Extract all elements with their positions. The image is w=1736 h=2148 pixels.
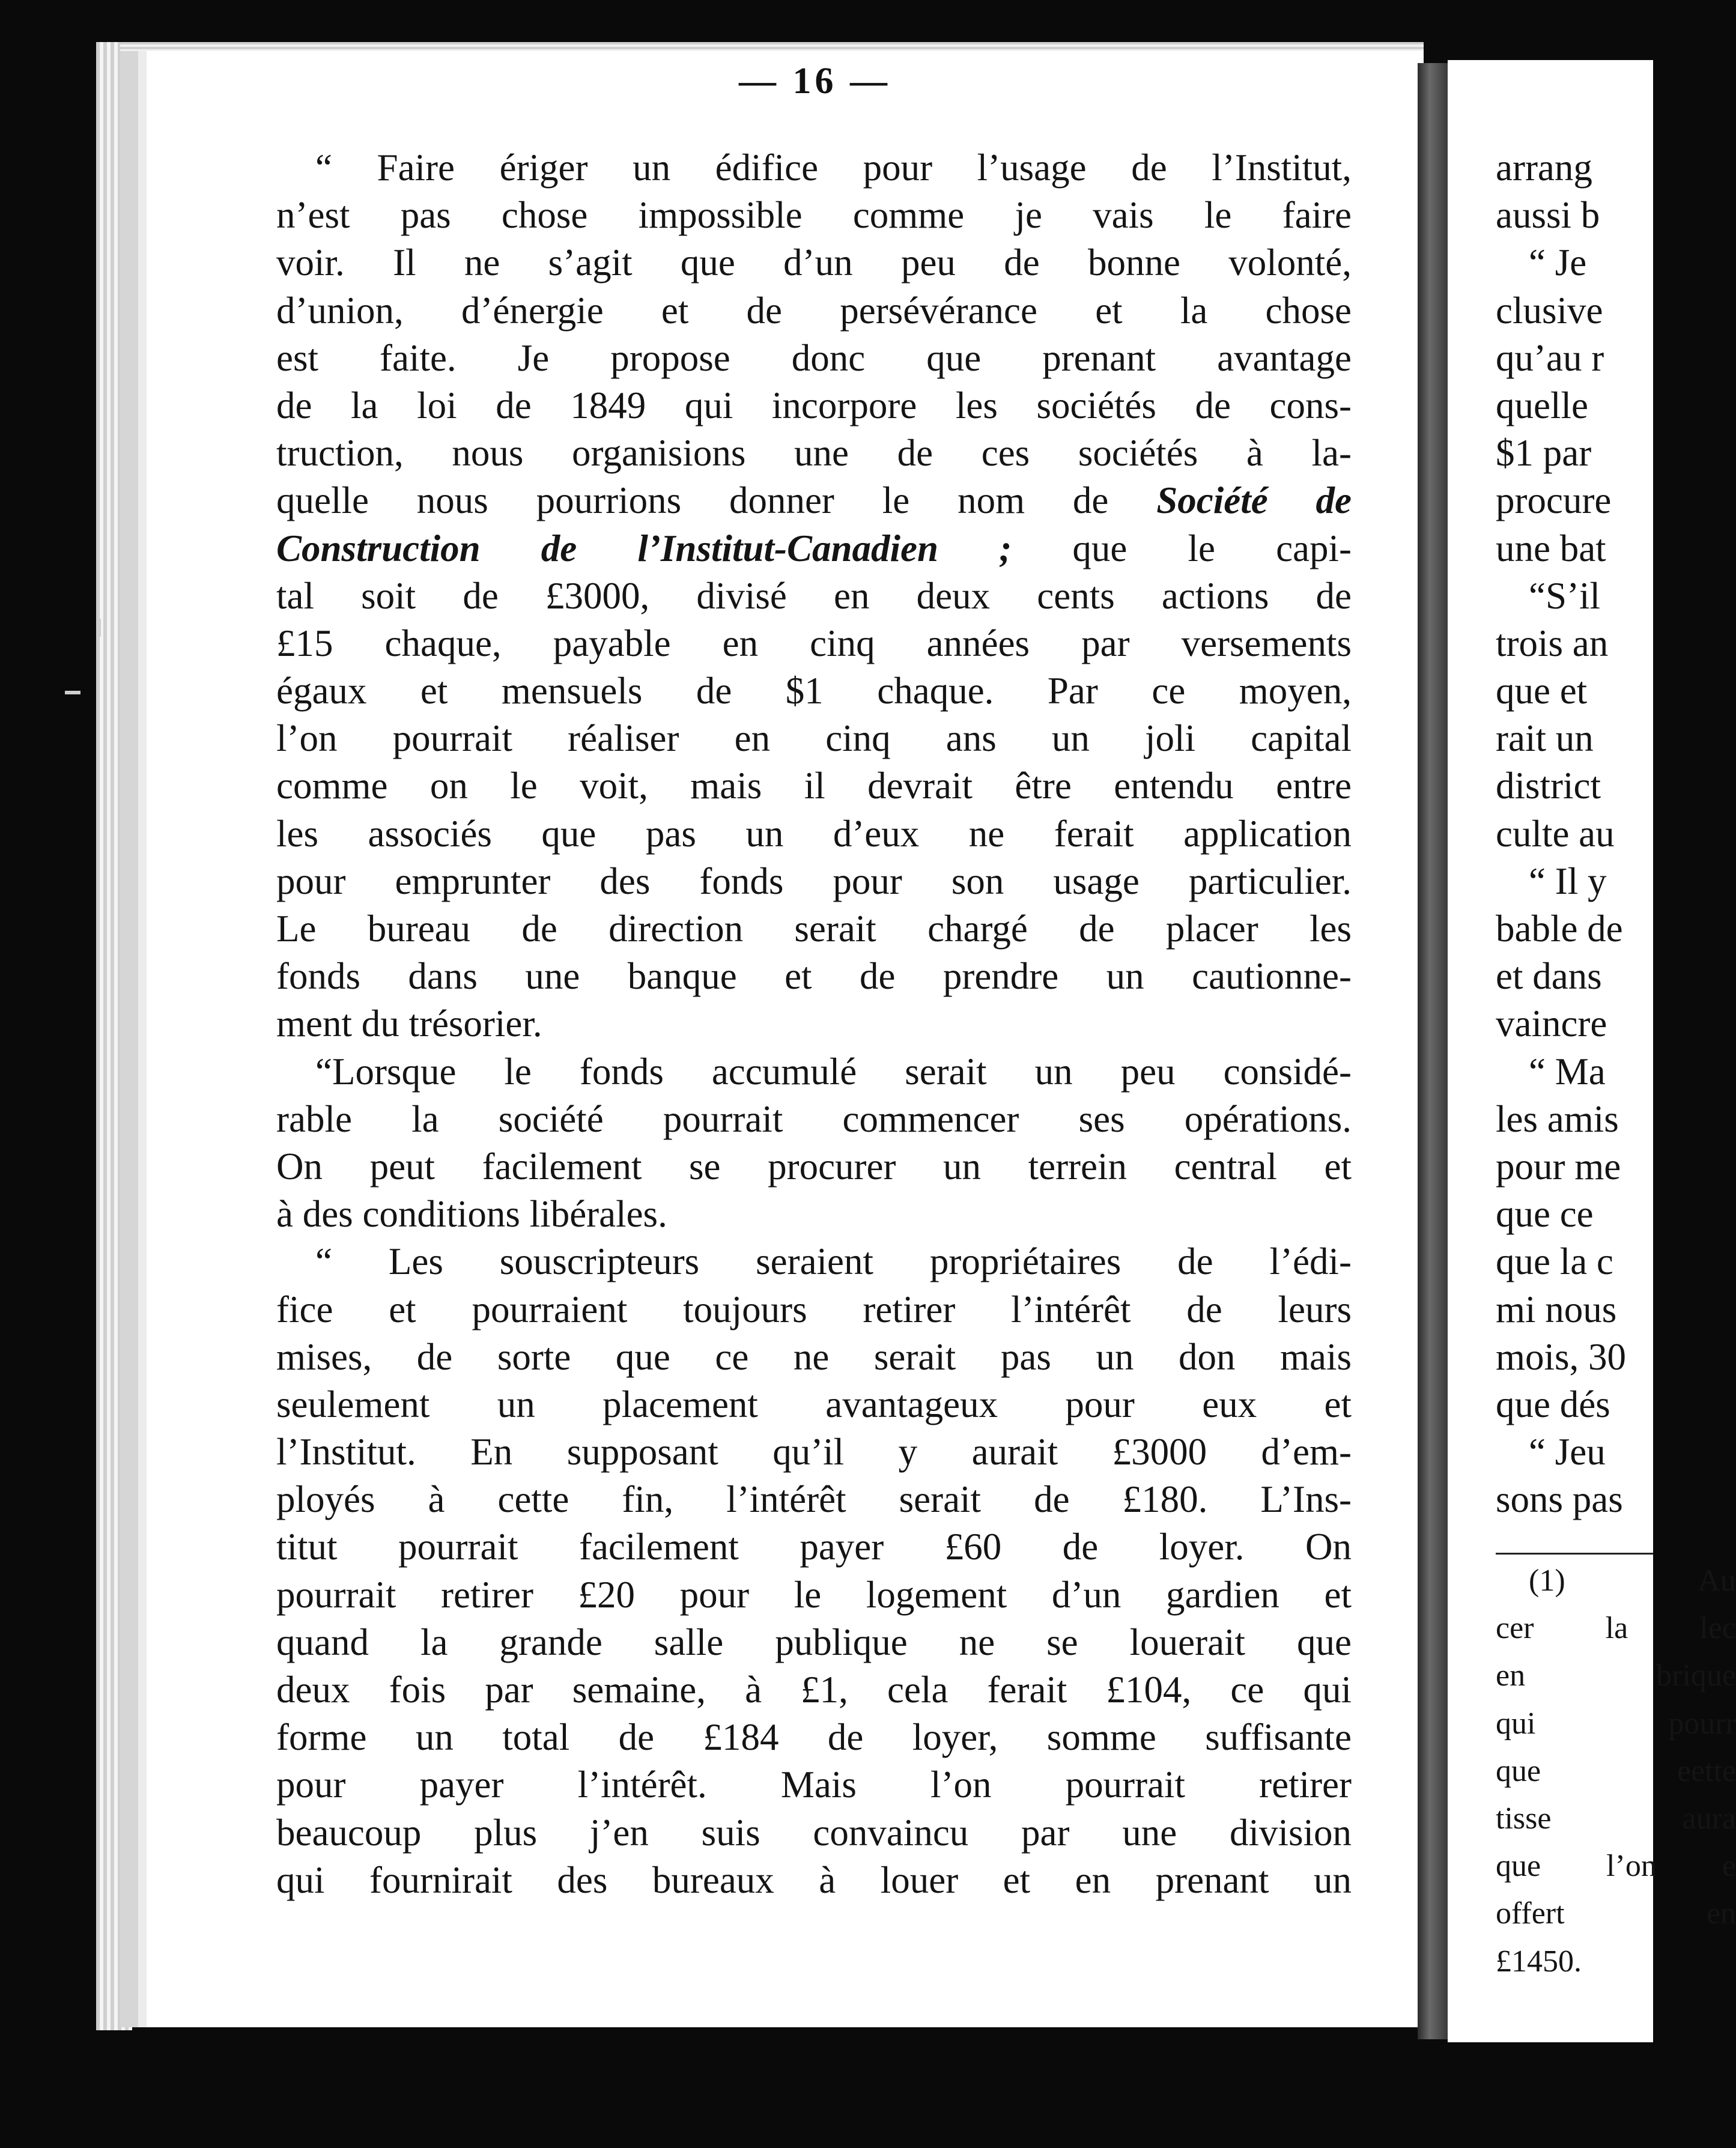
text-line [276,1238,1352,1285]
text-line [1496,1000,1736,1048]
line-text: est faite. Je propose donc que prenant avantage [276,336,1352,379]
line-text: qui fournirait des bureaux à louer et en prenant un [276,1858,1352,1901]
text-line [276,192,1352,239]
line-text: sons pas [1496,1478,1623,1521]
line-text: titut pourrait facilement payer £60 de loyer. On [276,1526,1352,1568]
text-line [1496,1655,1736,1703]
text-line [1496,1846,1736,1893]
line-text: (1) Au [1529,1564,1736,1598]
text-line [276,1523,1352,1571]
text-line [1496,429,1736,477]
text-line [1496,525,1736,572]
line-text: pourrait retirer £20 pour le logement d’un gardien et [276,1573,1352,1616]
line-text: arrang [1496,147,1592,189]
line-text: rable la société pourrait commencer ses opérations. [276,1097,1352,1140]
text-line [1496,1333,1736,1381]
text-line [1496,1191,1736,1238]
text-line [1496,335,1736,382]
text-line [276,1048,1352,1096]
book-gutter [1418,63,1448,2039]
italic-text: Construction de l’Institut-Canadien ; [276,527,1012,569]
text-line [1496,1798,1736,1846]
line-text: mises, de sorte que ce ne serait pas un don mais [276,1335,1352,1378]
line-text: que eette [1496,1753,1736,1788]
text-line [276,667,1352,715]
line-text: pour emprunter des fonds pour son usage particulier. [276,860,1352,902]
line-text: rait un [1496,717,1594,760]
line-text: tisse aura [1496,1801,1736,1836]
text-line [276,858,1352,905]
line-text: “ Il y [1529,860,1607,902]
text-line [276,335,1352,382]
text-line [1496,762,1736,810]
left-page-text [276,144,1352,1904]
line-text: truction, nous organisions une de ces sociétés à la- [276,432,1352,475]
line-text: l’Institut. En supposant qu’il y aurait £3000 d’em- [276,1431,1352,1473]
line-text: quand la grande salle publique ne se louerait que [276,1621,1352,1663]
footnote-rule [1496,1553,1653,1555]
line-text: qu’au r [1496,336,1604,379]
text-line [1496,953,1736,1000]
line-text: les amis [1496,1097,1619,1140]
text-line [276,572,1352,620]
text-line [1496,192,1736,239]
line-text: une bat [1496,527,1606,569]
line-text: ployés à cette fin, l’intérêt serait de £180. L’Ins- [276,1478,1352,1521]
line-text: et dans [1496,955,1602,998]
line-text: quelle nous pourrions donner le nom de [276,479,1109,522]
text-line [1496,810,1736,858]
text-line [1496,144,1736,192]
text-line [1496,1751,1736,1798]
text-line [276,525,1352,572]
text-line [276,1381,1352,1428]
line-text: offert en [1496,1896,1736,1931]
text-line [1496,1143,1736,1191]
text-line [1496,477,1736,524]
line-text: que dés [1496,1383,1610,1425]
text-line [1496,1286,1736,1333]
text-line [276,429,1352,477]
text-line [276,1809,1352,1857]
text-line [276,762,1352,810]
line-text: £1450. [1496,1944,1582,1979]
text-line [276,1571,1352,1619]
text-line [1496,239,1736,287]
text-line [276,1096,1352,1143]
text-line [1496,1561,1736,1608]
italic-text: Société de [1156,479,1352,522]
text-line [1496,1893,1736,1941]
text-line [1496,1608,1736,1655]
line-text: culte au [1496,812,1615,855]
text-line [276,1286,1352,1333]
line-text: mi nous [1496,1288,1617,1330]
line-text: clusive [1496,289,1603,332]
text-line [1496,1238,1736,1285]
right-page-text [1496,144,1736,1523]
line-text: “ Je [1529,241,1587,284]
line-text: voir. Il ne s’agit que d’un peu de bonne volonté, [276,241,1352,284]
line-text: forme un total de £184 de loyer, somme suffisante [276,1716,1352,1759]
text-line [276,1000,1352,1048]
line-text: mois, 30 [1496,1335,1627,1378]
line-text: £15 chaque, payable en cinq années par versements [276,622,1352,664]
line-text: cer la lec [1496,1611,1736,1646]
line-text: l’on pourrait réaliser en cinq ans un joli capital [276,717,1352,760]
line-text: de la loi de 1849 qui incorpore les sociétés de cons- [276,384,1352,426]
line-text: “S’il [1529,574,1600,617]
page-number: — 16 — [739,61,891,102]
scan-speck [65,691,80,694]
line-text: que le capi- [1072,527,1352,569]
line-text: égaux et mensuels de $1 chaque. Par ce moyen, [276,670,1352,712]
text-line [276,1714,1352,1761]
line-text: “ Ma [1529,1050,1606,1093]
line-text: comme on le voit, mais il devrait être entendu entre [276,765,1352,807]
line-text: n’est pas chose impossible comme je vais le faire [276,194,1352,237]
line-text: en brique [1496,1658,1736,1693]
text-line [1496,620,1736,667]
line-text: que l’on e [1496,1849,1736,1884]
text-line [276,810,1352,858]
line-text: “ Les souscripteurs seraient propriétaires de l’édi- [315,1240,1352,1283]
text-line [1496,287,1736,335]
line-text: vaincre [1496,1003,1607,1045]
line-text: tal soit de £3000, divisé en deux cents actions de [276,574,1352,617]
line-text: “Lorsque le fonds accumulé serait un peu considé- [315,1050,1352,1093]
line-text: pour payer l’intérêt. Mais l’on pourrait retirer [276,1764,1352,1806]
text-line [276,1857,1352,1904]
text-line [276,1333,1352,1381]
line-text: “ Jeu [1529,1431,1606,1473]
text-line [276,1476,1352,1523]
text-line [1496,905,1736,953]
line-text: “ Faire ériger un édifice pour l’usage de l’Institut, [315,147,1352,189]
line-text: les associés que pas un d’eux ne ferait application [276,812,1352,855]
text-line [276,144,1352,192]
text-line [1496,715,1736,762]
text-line [276,905,1352,953]
line-text: fonds dans une banque et de prendre un cautionne- [276,955,1352,998]
text-line [276,239,1352,287]
text-line [276,287,1352,335]
line-text: beaucoup plus j’en suis convaincu par une division [276,1811,1352,1854]
line-text: trois an [1496,622,1609,664]
line-text: ment du trésorier. [276,1003,542,1045]
line-text: que la c [1496,1240,1613,1283]
text-line [1496,1381,1736,1428]
line-text: quelle [1496,384,1588,426]
text-line [276,1428,1352,1476]
text-line [1496,1704,1736,1751]
text-line [276,953,1352,1000]
line-text: district [1496,765,1601,807]
text-line [276,1619,1352,1666]
line-text: Le bureau de direction serait chargé de placer les [276,908,1352,950]
line-text: d’union, d’énergie et de persévérance et la chose [276,289,1352,332]
line-text: qui pourr [1496,1706,1736,1741]
line-text: $1 par [1496,432,1592,475]
line-text: que et [1496,670,1588,712]
text-line [1496,572,1736,620]
text-line [1496,858,1736,905]
line-text: procure [1496,479,1612,522]
text-line [276,1191,1352,1238]
text-line [276,1666,1352,1714]
text-line [276,620,1352,667]
text-line [276,477,1352,524]
line-text: pour me [1496,1145,1621,1188]
text-line [1496,1048,1736,1096]
text-line [276,1143,1352,1191]
line-text: seulement un placement avantageux pour eux et [276,1383,1352,1425]
line-text: On peut facilement se procurer un terrein central et [276,1145,1352,1188]
text-line [276,715,1352,762]
text-line [276,1761,1352,1809]
text-line [276,382,1352,429]
line-text: que ce [1496,1193,1594,1236]
line-text: aussi b [1496,194,1600,237]
text-line [1496,1476,1736,1523]
right-page-footnote [1496,1561,1736,1989]
text-line [1496,667,1736,715]
scan-speck [96,619,101,637]
line-text: bable de [1496,908,1623,950]
line-text: fice et pourraient toujours retirer l’intérêt de leurs [276,1288,1352,1330]
text-line [1496,1941,1736,1989]
line-text: à des conditions libérales. [276,1193,667,1236]
text-line [1496,1096,1736,1143]
line-text: deux fois par semaine, à £1, cela ferait £104, ce qui [276,1669,1352,1711]
text-line [1496,382,1736,429]
text-line [1496,1428,1736,1476]
